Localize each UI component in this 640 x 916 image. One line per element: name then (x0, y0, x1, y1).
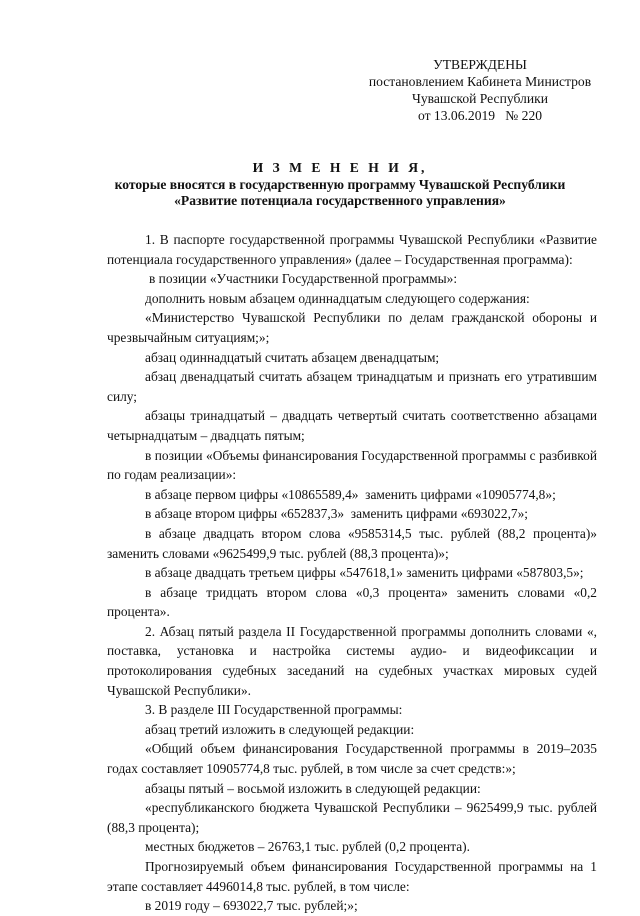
paragraph: 1. В паспорте государственной программы Чувашской Республики «Развитие потенциала государственного управления» (далее – Государственная программа): (107, 232, 597, 267)
approval-date: от 13.06.2019 № 220 (417, 108, 543, 123)
paragraph: в абзаце двадцать втором слова «9585314,5 тыс. рублей (88,2 процента)» заменить словами «9625499,9 тыс. рублей (88,3 процента)»; (107, 525, 597, 561)
approval-line: постановлением Кабинета Министров (368, 74, 592, 89)
paragraph: абзац третий изложить в следующей редакции: (145, 721, 415, 737)
title-line: «Развитие потенциала государственного управления» (174, 193, 506, 208)
document-body (107, 230, 597, 916)
paragraph: «Министерство Чувашской Республики по делам гражданской обороны и чрезвычайным ситуациям;»; (107, 310, 597, 345)
paragraph: в позиции «Объемы финансирования Государственной программы с разбивкой по годам реализации»: (107, 447, 597, 483)
paragraph: местных бюджетов – 26763,1 тыс. рублей (0,2 процента). (145, 839, 470, 855)
approval-title: УТВЕРЖДЕНЫ (433, 57, 527, 72)
paragraph: в абзаце тридцать втором слова «0,3 процента» заменить словами «0,2 процента». (107, 584, 597, 620)
paragraph: абзацы тринадцатый – двадцать четвертый считать соответственно абзацами четырнадцатым – двадцать пятым; (107, 408, 597, 443)
paragraph: в 2019 году – 693022,7 тыс. рублей;»; (145, 898, 358, 914)
title-heading: И З М Е Н Е Н И Я, (252, 160, 428, 175)
paragraph: «республиканского бюджета Чувашской Республики – 9625499,9 тыс. рублей (88,3 процента); (107, 800, 597, 835)
document-title (80, 160, 600, 210)
paragraph: «Общий объем финансирования Государственной программы в 2019–2035 годах составляет 10905774,8 тыс. рублей, в том числе за счет средств:»; (107, 741, 597, 777)
paragraph: 2. Абзац пятый раздела II Государственной программы дополнить словами «, поставка, установка и настройка системы аудио- и видеофиксации и протоколирования судебных заседаний на судебных участках мировых судей Чувашской Республики». (107, 623, 597, 698)
paragraph: абзац одиннадцатый считать абзацем двенадцатым; (145, 349, 440, 365)
approval-stamp (360, 56, 600, 124)
paragraph: в абзаце втором цифры «652837,3» заменить цифрами «693022,7»; (145, 506, 529, 522)
paragraph: Прогнозируемый объем финансирования Государственной программы на 1 этапе составляет 4496014,8 тыс. рублей, в том числе: (107, 859, 597, 894)
paragraph: 3. В разделе III Государственной программы: (145, 702, 403, 718)
paragraph: в абзаце первом цифры «10865589,4» заменить цифрами «10905774,8»; (145, 486, 556, 502)
approval-line: Чувашской Республики (412, 91, 548, 106)
title-line: которые вносятся в государственную программу Чувашской Республики (114, 176, 566, 192)
paragraph: в абзаце двадцать третьем цифры «547618,1» заменить цифрами «587803,5»; (145, 565, 584, 581)
paragraph: абзац двенадцатый считать абзацем тринадцатым и признать его утратившим силу; (107, 369, 597, 404)
paragraph: в позиции «Участники Государственной программы»: (149, 271, 458, 287)
paragraph: абзацы пятый – восьмой изложить в следующей редакции: (145, 780, 481, 796)
paragraph: дополнить новым абзацем одиннадцатым следующего содержания: (145, 290, 530, 306)
